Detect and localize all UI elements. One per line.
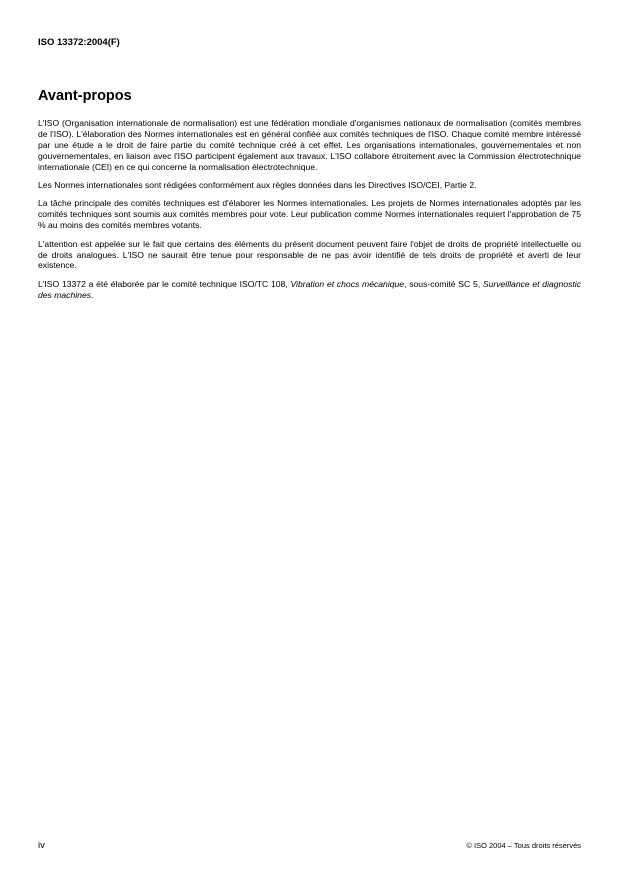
paragraph-1: L'ISO (Organisation internationale de normalisation) est une fédération mondiale d'organismes nationaux de normalisation (comités membres de l'ISO). L'élaboration des Normes internationales est en général confiée aux comités techniques de l'ISO. Chaque comité membre intéressé par une étude a le droit de faire partie du comité technique créé à cet effet. Les organisations internationales, gouvernementales et non gouvernementales, en liaison avec l'ISO participent également aux travaux. L'ISO collabore étroitement avec la Commission électrotechnique internationale (CEI) en ce qui concerne la normalisation électrotechnique. (38, 118, 581, 172)
paragraph-5-text-c: . (91, 289, 94, 300)
paragraph-2: Les Normes internationales sont rédigées conformément aux règles données dans les Directives ISO/CEI, Partie 2. (38, 180, 477, 191)
document-code: ISO 13372:2004(F) (38, 37, 120, 48)
foreword-body (38, 118, 581, 308)
paragraph-3: La tâche principale des comités techniques est d'élaborer les Normes internationales. Les projets de Normes internationales adoptés par les comités techniques sont soumis aux comités membres pour vote. Leur publication comme Normes internationales requiert l'approbation de 75 % au moins des comités membres votants. (38, 198, 581, 231)
paragraph-5-text-b: , sous-comité SC 5, (404, 278, 483, 289)
paragraph-4: L'attention est appelée sur le fait que certains des éléments du présent document peuvent faire l'objet de droits de propriété intellectuelle ou de droits analogues. L'ISO ne saurait être tenue pour responsable de ne pas avoir identifié de tels droits de propriété et averti de leur existence. (38, 238, 581, 271)
copyright-notice: © ISO 2004 – Tous droits réservés (466, 841, 581, 850)
subcommittee-title: Surveillance et diagnostic des machines (38, 278, 582, 300)
paragraph-5 (38, 279, 581, 301)
committee-title: Vibration et chocs mécanique (290, 278, 405, 289)
paragraph-5-text-a: L'ISO 13372 a été élaborée par le comité technique ISO/TC 108, (38, 278, 291, 289)
page-number: iv (38, 840, 45, 851)
section-title: Avant-propos (38, 88, 132, 104)
